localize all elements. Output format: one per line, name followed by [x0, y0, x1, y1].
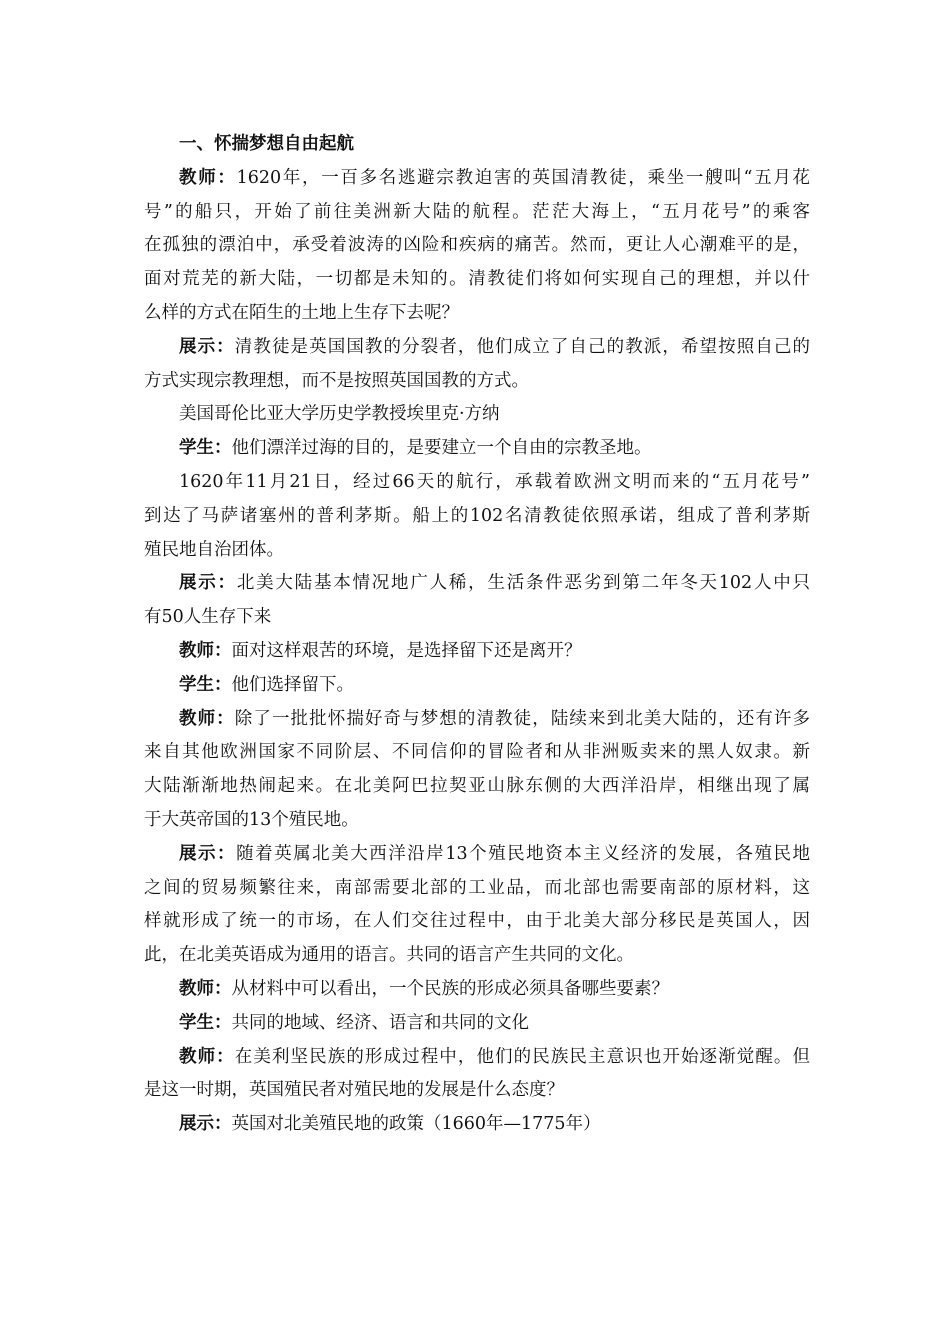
speaker-label: 教师： [179, 978, 232, 999]
section-heading: 一、怀揣梦想自由起航 [179, 134, 354, 154]
paragraph-teacher-4 [144, 973, 810, 1007]
paragraph-line: 殖民地自治团体。 [144, 539, 284, 560]
paragraph-narration [144, 466, 810, 567]
paragraph-line [144, 838, 810, 872]
speaker-label: 展示： [179, 573, 237, 594]
line-text: 1620年，一百多名逃避宗教迫害的英国清教徒，乘坐一艘叫“五月花 [236, 167, 811, 188]
line-text: 除了一批批怀揣好奇与梦想的清教徒，陆续来到北美大陆的，还有许多 [234, 708, 811, 729]
speaker-label: 展示： [179, 336, 235, 357]
paragraph-teacher-3 [144, 703, 810, 838]
paragraph-line: 方式实现宗教理想，而不是按照英国国教的方式。 [144, 370, 529, 391]
line-text: 清教徒是英国国教的分裂者，他们成立了自己的教派，希望按照自己的 [234, 336, 811, 357]
paragraph-line: 1620年11月21日，经过66天的航行，承载着欧洲文明而来的“五月花号” [179, 471, 810, 492]
paragraph-show-2 [144, 567, 810, 635]
paragraph-line: 大陆渐渐地热闹起来。在北美阿巴拉契亚山脉东侧的大西洋沿岸，相继出现了属 [144, 776, 810, 797]
document-page [144, 128, 810, 1142]
paragraph-line: 是这一时期，英国殖民者对殖民地的发展是什么态度？ [144, 1080, 564, 1101]
line-text: 共同的地域、经济、语言和共同的文化 [231, 1012, 529, 1033]
paragraph-line: 在孤独的漂泊中，承受着波涛的凶险和疾病的痛苦。然而，更让人心潮难平的是， [144, 235, 810, 256]
line-text: 在美利坚民族的形成过程中，他们的民族民主意识也开始逐渐觉醒。但 [234, 1046, 811, 1067]
source-attribution: 美国哥伦比亚大学历史学教授埃里克·方纳 [179, 404, 500, 425]
paragraph-line [144, 1041, 810, 1075]
paragraph-line: 之间的贸易频繁往来，南部需要北部的工业品，而北部也需要南部的原材料，这 [144, 877, 810, 898]
speaker-label: 展示： [179, 1114, 232, 1135]
speaker-label: 展示： [179, 843, 237, 864]
paragraph-line [144, 703, 810, 737]
paragraph-line: 么样的方式在陌生的土地上生存下去呢？ [144, 302, 459, 323]
paragraph-line: 有50人生存下来 [144, 607, 272, 628]
line-text: 他们漂洋过海的目的，是要建立一个自由的宗教圣地。 [231, 438, 652, 459]
speaker-label: 学生： [179, 1012, 232, 1033]
paragraph-line [144, 567, 810, 601]
paragraph-teacher-5 [144, 1041, 810, 1109]
speaker-label: 教师： [179, 708, 235, 729]
paragraph-student-3 [144, 1007, 810, 1041]
speaker-label: 教师： [179, 640, 232, 661]
speaker-label: 学生： [179, 674, 232, 695]
speaker-label: 教师： [179, 1046, 235, 1067]
paragraph-line: 到达了马萨诸塞州的普利茅斯。船上的102名清教徒依照承诺，组成了普利茅斯 [144, 505, 810, 526]
paragraph-student-2 [144, 669, 810, 703]
paragraph-line: 来自其他欧洲国家不同阶层、不同信仰的冒险者和从非洲贩卖来的黑人奴隶。新 [144, 742, 810, 763]
paragraph-teacher-2 [144, 635, 810, 669]
paragraph-line: 面对荒芜的新大陆，一切都是未知的。清教徒们将如何实现自己的理想，并以什 [144, 269, 810, 290]
paragraph-line: 号”的船只，开始了前往美洲新大陆的航程。茫茫大海上，“五月花号”的乘客 [144, 201, 810, 222]
paragraph-line [144, 162, 810, 196]
speaker-label: 学生： [179, 438, 232, 459]
paragraph-show-3 [144, 838, 810, 973]
line-text: 北美大陆基本情况地广人稀，生活条件恶劣到第二年冬天102人中只 [236, 573, 811, 594]
line-text: 面对这样艰苦的环境，是选择留下还是离开？ [231, 640, 582, 661]
speaker-label: 教师： [179, 167, 237, 188]
paragraph-show-4 [144, 1108, 810, 1142]
paragraph-line: 样就形成了统一的市场，在人们交往过程中，由于北美大部分移民是英国人，因 [144, 911, 810, 932]
paragraph-show-1 [144, 331, 810, 399]
paragraph-teacher-1 [144, 162, 810, 331]
paragraph-line: 于大英帝国的13个殖民地。 [144, 809, 359, 830]
paragraph-line: 此，在北美英语成为通用的语言。共同的语言产生共同的文化。 [144, 945, 634, 966]
paragraph-student-1 [144, 432, 810, 466]
line-text: 从材料中可以看出，一个民族的形成必须具备哪些要素？ [231, 978, 669, 999]
line-text: 英国对北美殖民地的政策（1660年—1775年） [231, 1114, 601, 1135]
line-text: 他们选择留下。 [231, 674, 354, 695]
paragraph-line [144, 331, 810, 365]
line-text: 随着英属北美大西洋沿岸13个殖民地资本主义经济的发展，各殖民地 [236, 843, 810, 864]
